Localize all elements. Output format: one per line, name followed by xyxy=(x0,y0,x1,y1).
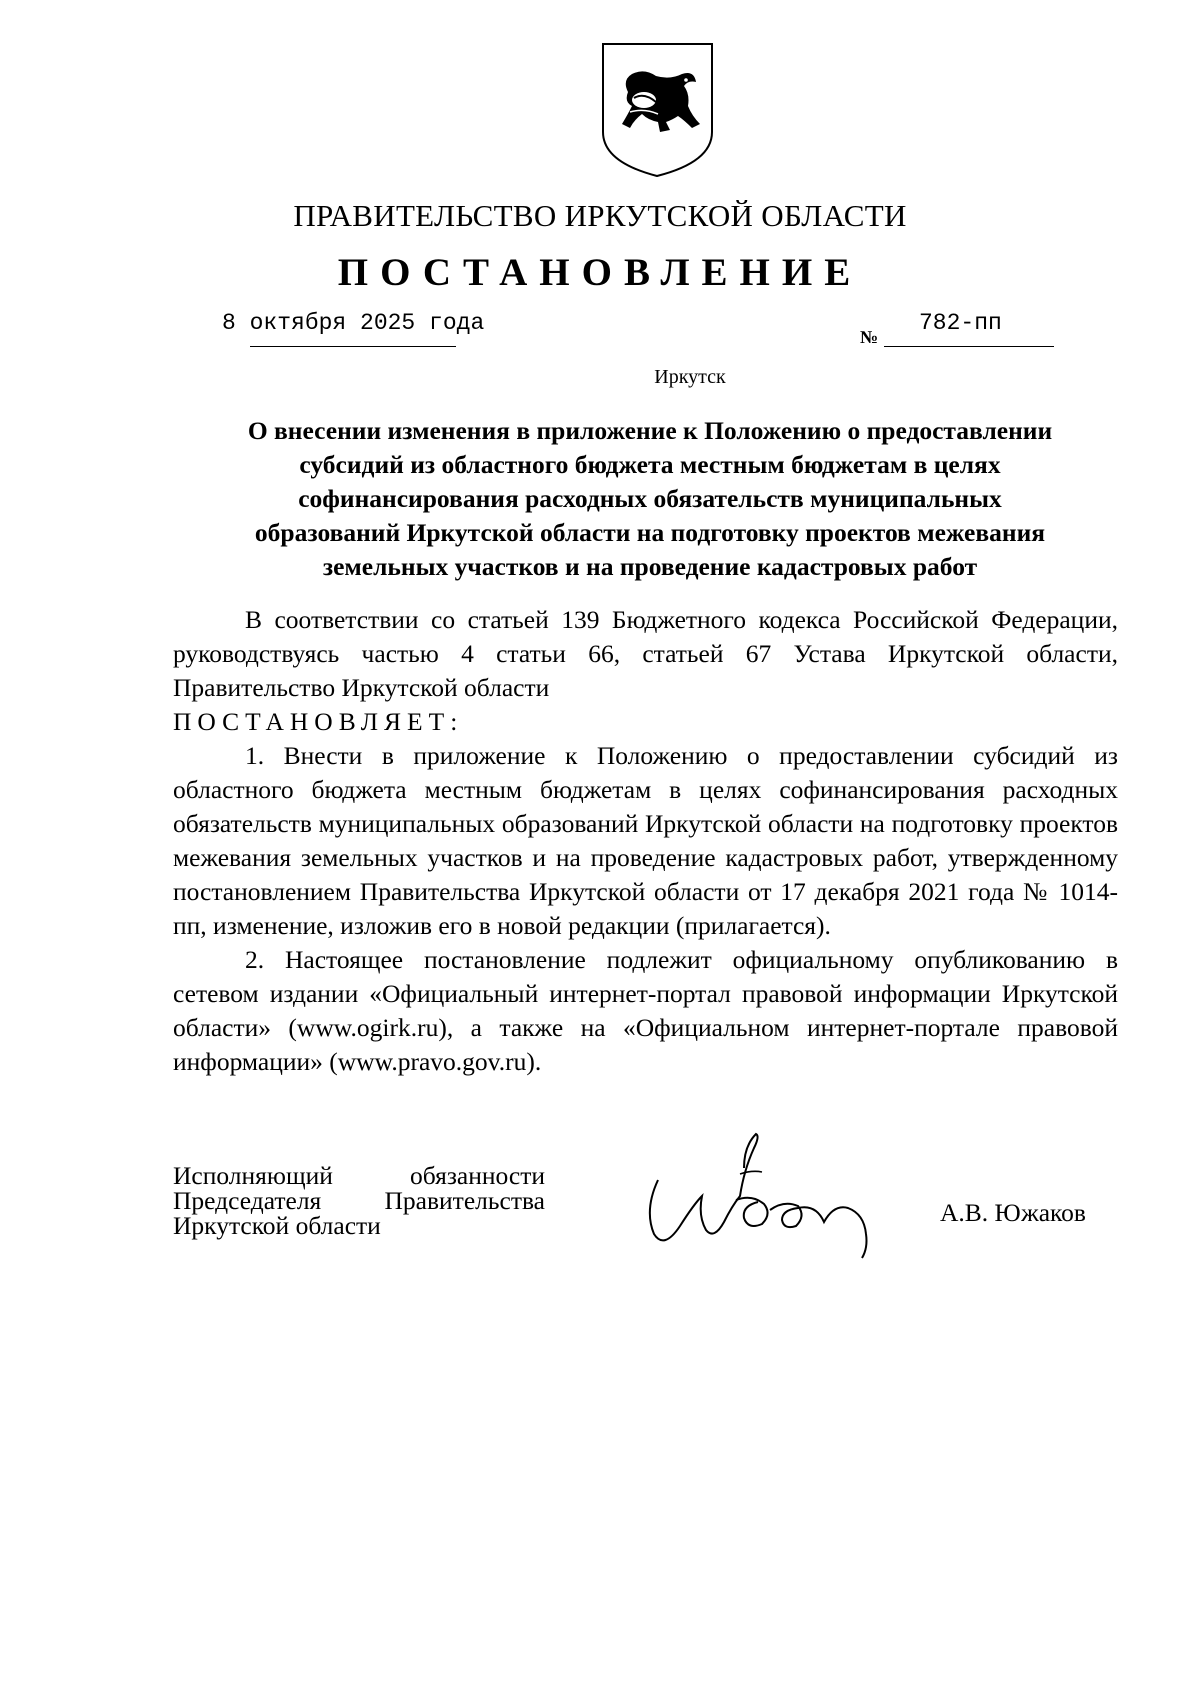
position-line: Иркутской области xyxy=(173,1211,381,1240)
document-date: 8 октября 2025 года xyxy=(222,310,485,336)
number-sign: № xyxy=(860,327,879,347)
preamble-paragraph: В соответствии со статьей 139 Бюджетного кодекса Российской Федерации, руководствуясь частью 4 статьи 66, статьей 67 Устава Иркутской области, Правительство Иркутской области xyxy=(173,605,1118,702)
position-line: Председателя Правительства xyxy=(173,1186,545,1215)
title-line: О внесении изменения в приложение к Положению о предоставлении xyxy=(247,416,1053,445)
title-line: софинансирования расходных обязательств муниципальных xyxy=(298,484,1002,513)
title-line: образований Иркутской области на подготовку проектов межевания xyxy=(254,518,1046,547)
document-number: 782-пп xyxy=(919,310,1002,336)
title-line: субсидий из областного бюджета местным бюджетам в целях xyxy=(299,450,1001,479)
document-body xyxy=(173,603,1118,1079)
document-type-heading: ПОСТАНОВЛЕНИЕ xyxy=(337,251,863,294)
item-2-paragraph: 2. Настоящее постановление подлежит официальному опубликованию в сетевом издании «Официальный интернет-портал правовой информации Иркутской области» (www.ogirk.ru), а также на «Официальном интернет-портале правовой информации» (www.pravo.gov.ru). xyxy=(173,945,1118,1076)
title-line: земельных участков и на проведение кадастровых работ xyxy=(322,552,978,581)
document-title xyxy=(190,414,1110,584)
position-line: Исполняющий обязанности xyxy=(173,1161,545,1190)
signer-name: А.В. Южаков xyxy=(940,1198,1086,1227)
item-1-paragraph: 1. Внести в приложение к Положению о предоставлении субсидий из областного бюджета местным бюджетам в целях софинансирования расходных обязательств муниципальных образований Иркутской области на подготовку проектов межевания земельных участков и на проведение кадастровых работ, утвержденному постановлением Правительства Иркутской области от 17 декабря 2021 года № 1014-пп, изменение, изложив его в новой редакции (прилагается). xyxy=(173,741,1118,940)
organization-title: ПРАВИТЕЛЬСТВО ИРКУТСКОЙ ОБЛАСТИ xyxy=(293,198,907,233)
document-city: Иркутск xyxy=(654,366,726,388)
date-underline xyxy=(250,346,456,347)
coat-of-arms-icon xyxy=(600,40,715,180)
resolves-heading: ПОСТАНОВЛЯЕТ: xyxy=(173,707,464,736)
signatory-position xyxy=(173,1163,545,1238)
number-underline xyxy=(884,346,1054,347)
handwritten-signature-icon xyxy=(640,1130,890,1260)
